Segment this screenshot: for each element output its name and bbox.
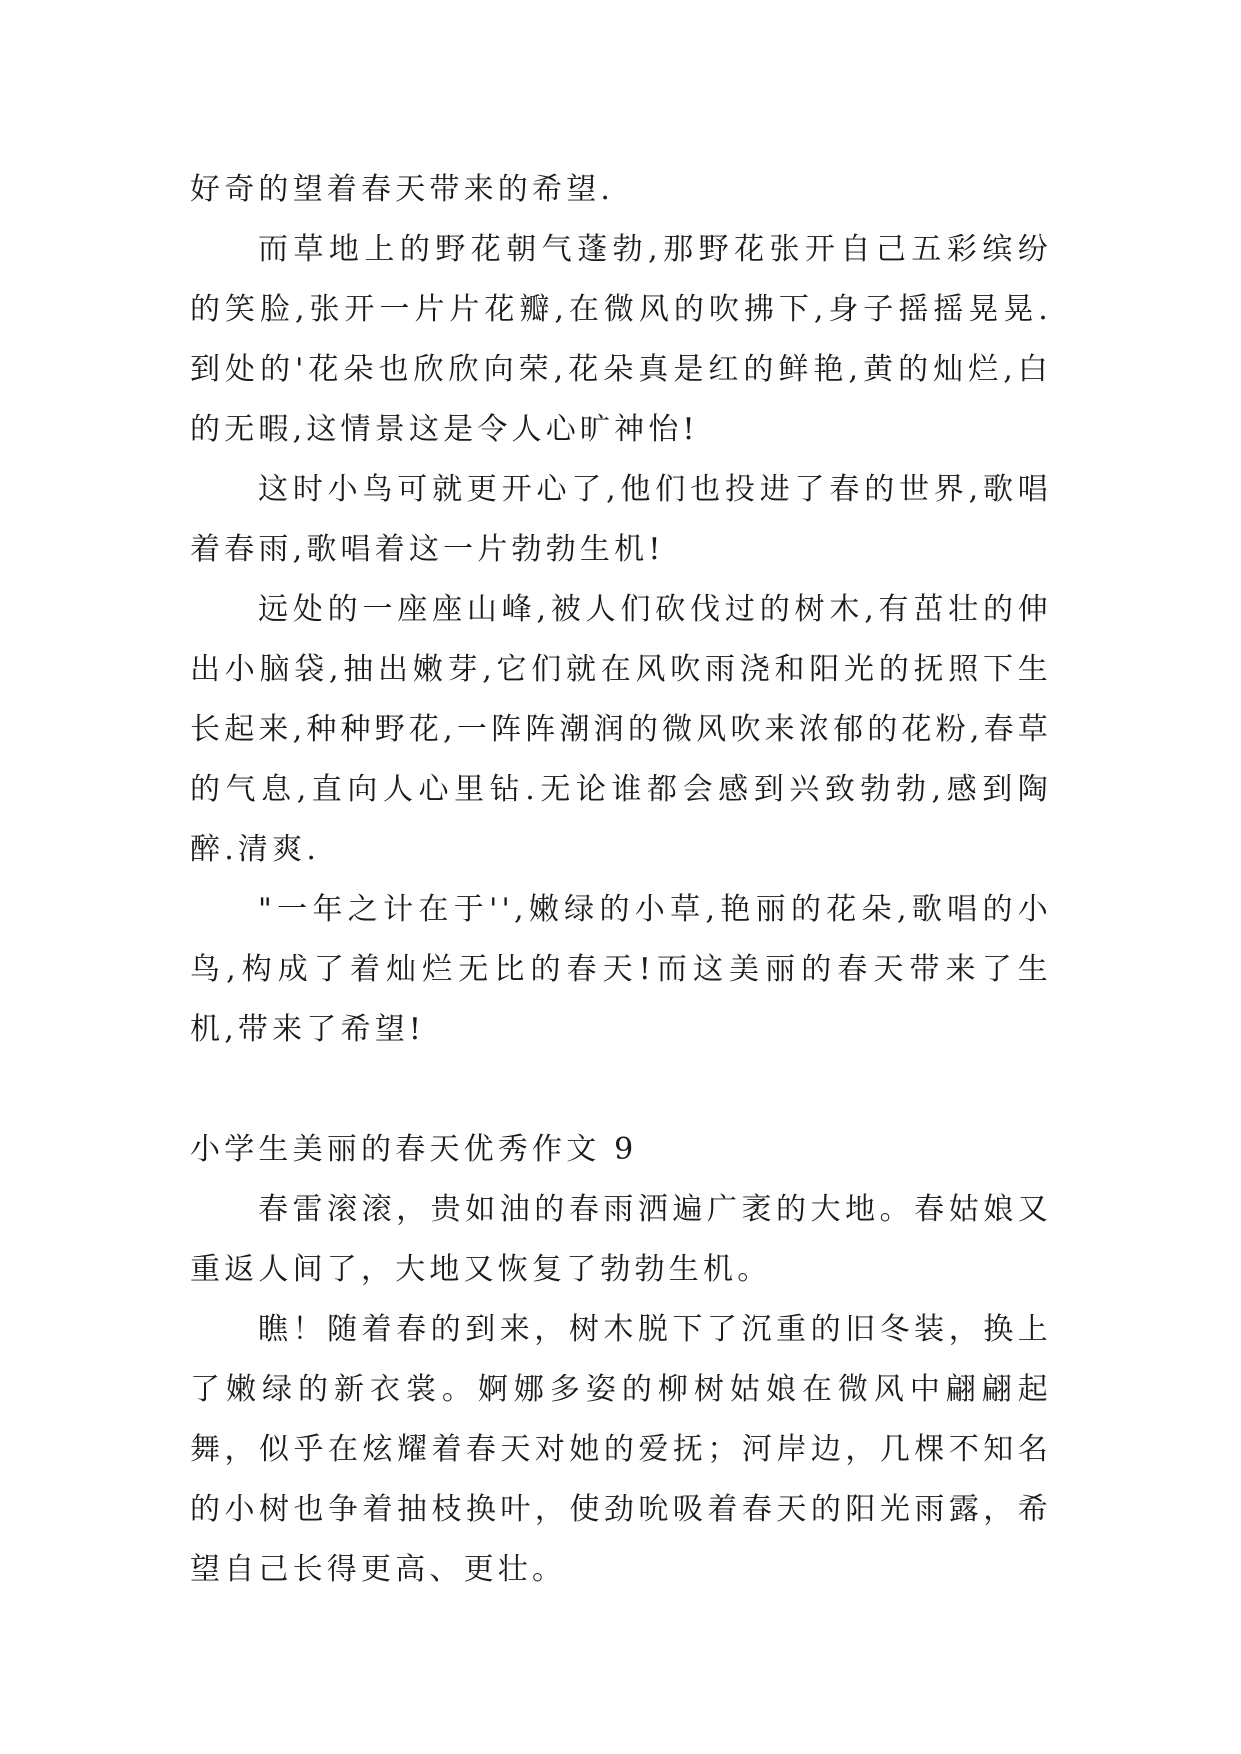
paragraph-spring-thunder: 春雷滚滚，贵如油的春雨洒遍广袤的大地。春姑娘又重返人间了，大地又恢复了勃勃生机。 [190,1192,1052,1287]
section-spacer [190,1060,1052,1120]
paragraph-conclusion: "一年之计在于'',嫩绿的小草,艳丽的花朵,歌唱的小鸟,构成了着灿烂无比的春天!而这美丽的春天带来了生机,带来了希望! [190,892,1052,1047]
paragraph-mountains: 远处的一座座山峰,被人们砍伐过的树木,有茁壮的伸出小脑袋,抽出嫩芽,它们就在风吹雨浇和阳光的抚照下生长起来,种种野花,一阵阵潮润的微风吹来浓郁的花粉,春草的气息,直向人心里钻.无论谁都会感到兴致勃勃,感到陶醉.清爽. [190,592,1053,867]
paragraph-birds: 这时小鸟可就更开心了,他们也投进了春的世界,歌唱着春雨,歌唱着这一片勃勃生机! [190,472,1052,567]
paragraph-wildflowers: 而草地上的野花朝气蓬勃,那野花张开自己五彩缤纷的笑脸,张开一片片花瓣,在微风的吹拂下,身子摇摇晃晃.到处的'花朵也欣欣向荣,花朵真是红的鲜艳,黄的灿烂,白的无暇,这情景这是令人心旷神怡! [190,232,1052,447]
paragraph-trees: 瞧！随着春的到来，树木脱下了沉重的旧冬装，换上了嫩绿的新衣裳。婀娜多姿的柳树姑娘在微风中翩翩起舞，似乎在炫耀着春天对她的爱抚；河岸边，几棵不知名的小树也争着抽枝换叶，使劲吮吸着春天的阳光雨露，希望自己长得更高、更壮。 [190,1312,1052,1587]
essay-title: 小学生美丽的春天优秀作文 9 [190,1132,638,1167]
document-body [190,160,1052,1600]
paragraph-continuation: 好奇的望着春天带来的希望. [190,172,615,207]
